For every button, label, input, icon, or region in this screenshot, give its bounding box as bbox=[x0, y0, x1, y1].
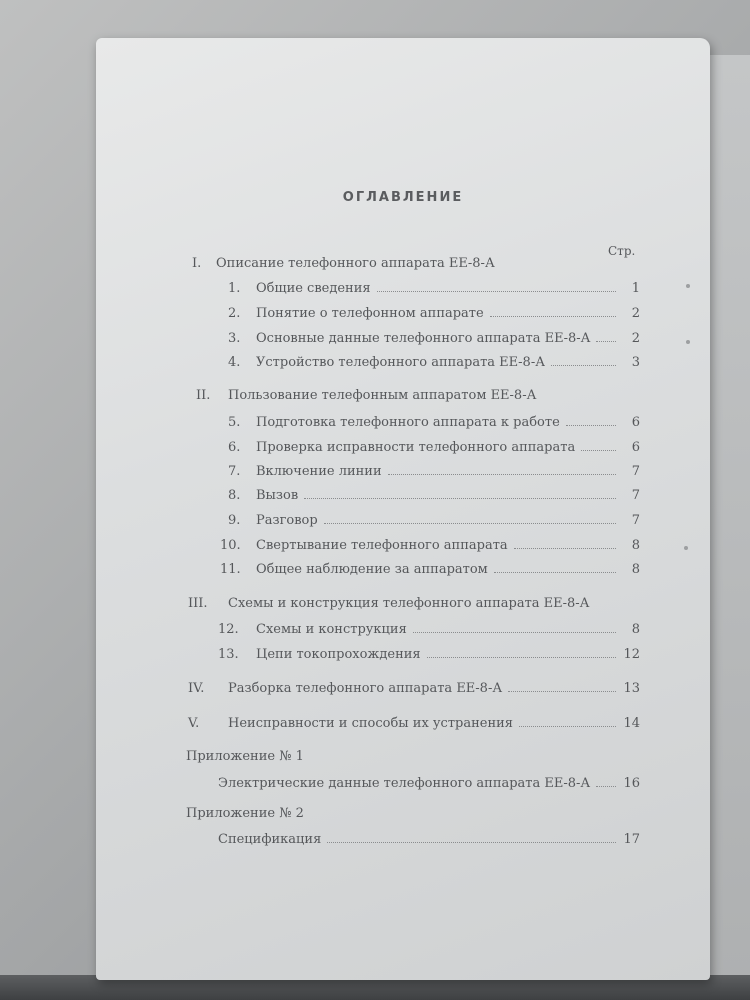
toc-section: II. Пользование телефонным аппаратом ЕЕ-8-А bbox=[196, 388, 537, 403]
paper-speck bbox=[684, 546, 688, 550]
paper-speck bbox=[686, 284, 690, 288]
toc-item: 12. Схемы и конструкция 8 bbox=[218, 622, 640, 637]
toc-item: 10. Свертывание телефонного аппарата 8 bbox=[220, 538, 640, 553]
toc-item: 4. Устройство телефонного аппарата ЕЕ-8-А 3 bbox=[228, 355, 640, 370]
paper-speck bbox=[686, 340, 690, 344]
toc-item: 3. Основные данные телефонного аппарата ЕЕ-8-А 2 bbox=[228, 331, 640, 346]
toc-item: 2. Понятие о телефонном аппарате 2 bbox=[228, 306, 640, 321]
booklet-page bbox=[96, 38, 710, 980]
page-number: 1 bbox=[631, 281, 640, 296]
toc-section: V. Неисправности и способы их устранения 14 bbox=[188, 716, 640, 731]
toc-item: 6. Проверка исправности телефонного аппарата 6 bbox=[228, 440, 640, 455]
section-title: Описание телефонного аппарата ЕЕ-8-А bbox=[216, 256, 495, 271]
page-column-label: Стр. bbox=[608, 244, 636, 258]
appendix-label: Приложение № 1 bbox=[186, 749, 304, 764]
toc-section: III. Схемы и конструкция телефонного аппарата ЕЕ-8-А bbox=[188, 596, 590, 611]
appendix-item: Электрические данные телефонного аппарата ЕЕ-8-А 16 bbox=[218, 776, 640, 791]
leader-dots bbox=[377, 282, 616, 292]
appendix-item: Спецификация 17 bbox=[218, 832, 640, 847]
toc-item: 7. Включение линии 7 bbox=[228, 464, 640, 479]
section-number: I. bbox=[192, 256, 202, 271]
appendix-label: Приложение № 2 bbox=[186, 806, 304, 821]
toc-item: 11. Общее наблюдение за аппаратом 8 bbox=[220, 562, 640, 577]
toc-section bbox=[192, 256, 612, 271]
toc-item: 13. Цепи токопрохождения 12 bbox=[218, 647, 640, 662]
toc-section: IV. Разборка телефонного аппарата ЕЕ-8-А 13 bbox=[188, 681, 640, 696]
toc-item: 1. Общие сведения 1 bbox=[228, 281, 640, 296]
toc-title: ОГЛАВЛЕНИЕ bbox=[342, 190, 464, 205]
toc-item: 8. Вызов 7 bbox=[228, 488, 640, 503]
toc-item: 5. Подготовка телефонного аппарата к работе 6 bbox=[228, 415, 640, 430]
toc-item: 9. Разговор 7 bbox=[228, 513, 640, 528]
